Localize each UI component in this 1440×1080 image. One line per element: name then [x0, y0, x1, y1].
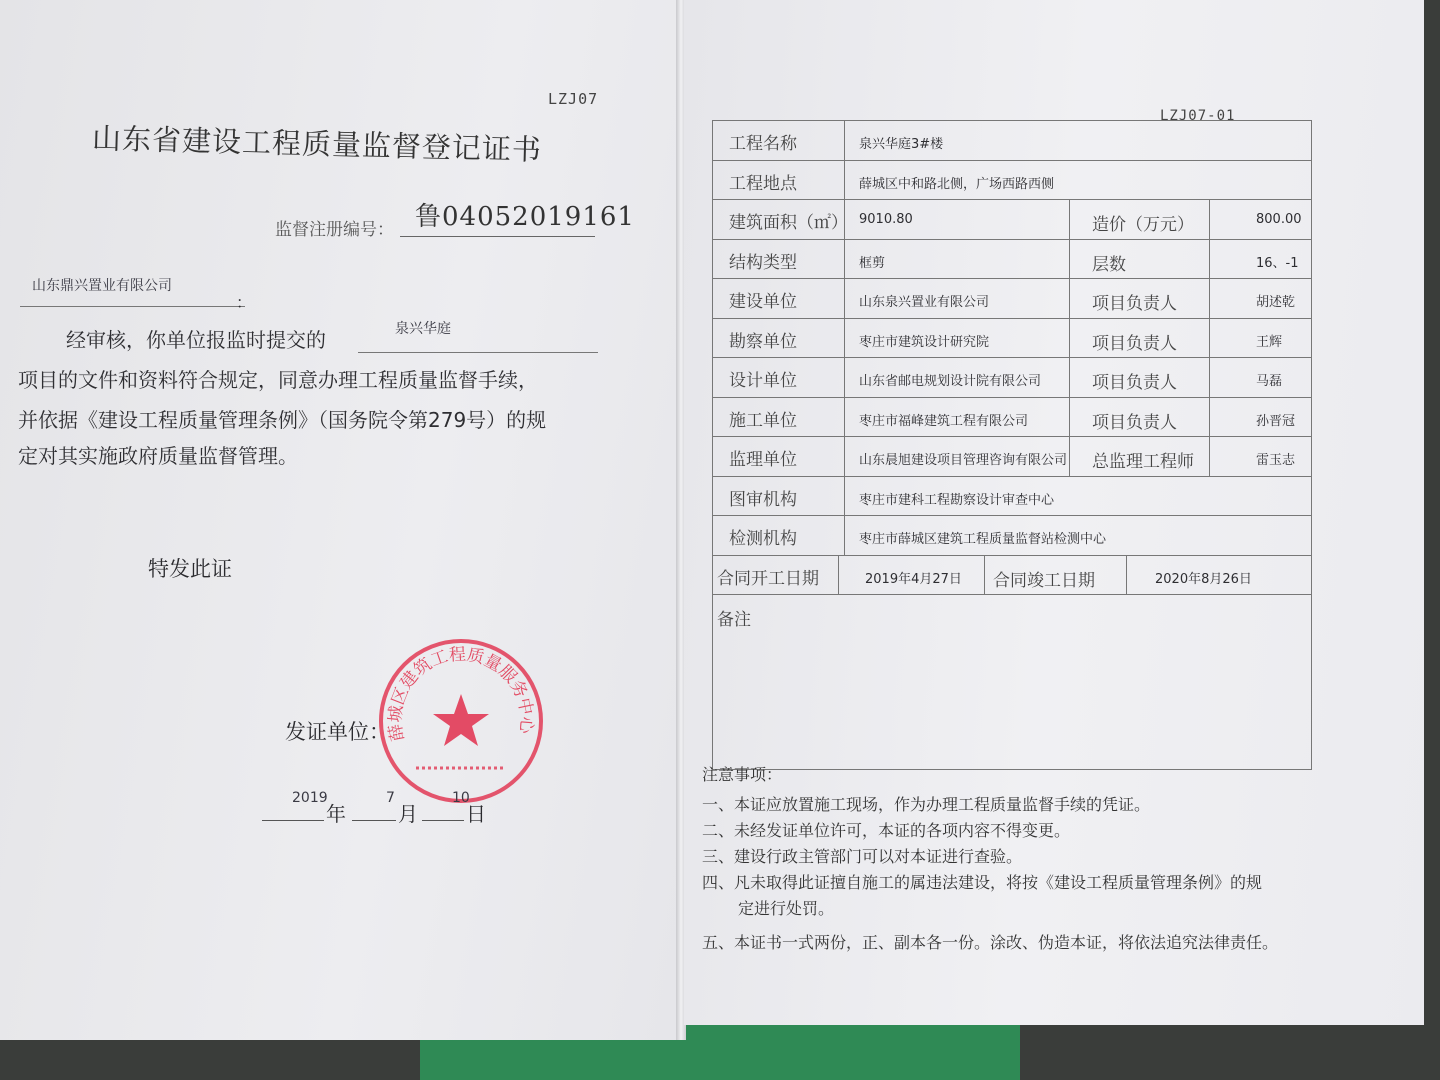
row-value-secondary: 16、-1	[1256, 255, 1299, 271]
row-label: 工程地点	[729, 173, 797, 194]
row-label-secondary: 项目负责人	[1092, 333, 1177, 354]
row-value-secondary: 雷玉志	[1256, 453, 1296, 468]
row-label-secondary: 总监理工程师	[1092, 452, 1194, 472]
table-row	[713, 200, 1311, 240]
form-code: LZJ07	[548, 90, 599, 108]
remarks-cell	[713, 595, 1311, 769]
project-info-table	[712, 120, 1312, 770]
year-unit: 年	[326, 802, 346, 826]
table-row	[713, 319, 1311, 359]
note-item: 三、建设行政主管部门可以对本证进行查验。	[702, 847, 1023, 866]
row-label: 设计单位	[729, 371, 797, 391]
certificate-title: 山东省建设工程质量监督登记证书	[91, 121, 543, 167]
row-value-secondary: 800.00	[1256, 212, 1302, 227]
row-label-secondary: 项目负责人	[1092, 412, 1177, 433]
table-row	[713, 161, 1311, 201]
issue-month: 7	[386, 790, 395, 806]
issuance-statement: 特发此证	[148, 557, 232, 581]
row-value-secondary: 2020年8月26日	[1155, 571, 1252, 587]
row-value-secondary: 马磊	[1256, 374, 1283, 389]
row-label: 建筑面积（㎡）	[729, 213, 848, 233]
registration-number: 鲁04052019161	[415, 202, 635, 232]
row-label: 勘察单位	[729, 331, 797, 352]
row-value: 9010.80	[859, 212, 913, 227]
table-row	[713, 398, 1311, 438]
note-item: 四、凡未取得此证擅自施工的属违法建设，将按《建设工程质量管理条例》的规	[702, 873, 1263, 892]
row-label: 图审机构	[729, 489, 797, 510]
row-label-secondary: 合同竣工日期	[993, 570, 1095, 591]
row-value: 山东泉兴置业有限公司	[859, 295, 990, 310]
registration-label: 监督注册编号：	[275, 220, 394, 240]
body-line-4: 定对其实施政府质量监督管理。	[18, 444, 298, 468]
row-label: 监理单位	[729, 450, 797, 470]
table-row	[713, 516, 1311, 556]
seal-text: 薛城区建筑工程质量服务中心	[385, 644, 537, 743]
row-value-secondary: 孙晋冠	[1256, 413, 1296, 429]
row-value-secondary: 胡述乾	[1256, 295, 1296, 310]
note-item: 五、本证书一式两份，正、副本各一份。涂改、伪造本证，将依法追究法律责任。	[702, 933, 1279, 952]
row-value: 枣庄市薛城区建筑工程质量监督站检测中心	[859, 532, 1107, 547]
row-label: 合同开工日期	[717, 568, 819, 589]
body-line-2: 项目的文件和资料符合规定，同意办理工程质量监督手续，	[18, 368, 538, 392]
table-row	[713, 121, 1311, 161]
note-item: 定进行处罚。	[738, 899, 835, 918]
row-value: 薛城区中和路北侧，广场西路西侧	[859, 176, 1055, 192]
table-row	[713, 437, 1311, 477]
recipient-company: 山东鼎兴置业有限公司	[32, 278, 172, 294]
row-label-secondary: 造价（万元）	[1092, 215, 1194, 235]
row-value: 枣庄市建科工程勘察设计审查中心	[859, 492, 1055, 508]
issue-year: 2019	[292, 790, 328, 806]
issuer-label: 发证单位：	[285, 720, 390, 744]
row-label: 工程名称	[729, 134, 797, 154]
row-label-secondary: 项目负责人	[1092, 294, 1177, 314]
row-value: 2019年4月27日	[865, 571, 962, 587]
table-row	[713, 358, 1311, 398]
project-name: 泉兴华庭	[395, 321, 451, 337]
row-value: 枣庄市建筑设计研究院	[859, 334, 990, 350]
note-item: 一、本证应放置施工现场，作为办理工程质量监督手续的凭证。	[702, 795, 1151, 814]
project-underline	[358, 352, 598, 353]
table-row	[713, 240, 1311, 280]
note-item: 二、未经发证单位许可，本证的各项内容不得变更。	[702, 821, 1071, 840]
issue-day: 10	[452, 790, 470, 806]
row-label: 建设单位	[729, 292, 797, 312]
certificate-left-page	[0, 0, 680, 1040]
row-label-secondary: 项目负责人	[1092, 373, 1177, 393]
remarks-label: 备注	[717, 610, 751, 630]
body-line-1: 经审核，你单位报监时提交的	[66, 328, 326, 352]
table-row	[713, 477, 1311, 517]
recipient-colon: ：	[236, 293, 253, 312]
recipient-underline	[20, 306, 245, 307]
notes-title: 注意事项：	[702, 765, 783, 784]
form-code-right: LZJ07-01	[1160, 108, 1236, 124]
issue-date	[262, 790, 522, 830]
row-value: 泉兴华庭3#楼	[859, 137, 944, 152]
row-label-secondary: 层数	[1092, 254, 1126, 275]
row-value: 山东省邮电规划设计院有限公司	[859, 374, 1042, 389]
row-value: 枣庄市福峰建筑工程有限公司	[859, 413, 1029, 429]
official-seal-stamp	[376, 636, 546, 806]
table-row	[713, 279, 1311, 319]
row-label: 检测机构	[729, 529, 797, 549]
registration-underline	[400, 236, 595, 237]
row-value: 山东晨旭建设项目管理咨询有限公司	[859, 453, 1068, 468]
row-label: 结构类型	[729, 252, 797, 273]
row-label: 施工单位	[729, 410, 797, 431]
table-row	[713, 556, 1311, 596]
row-value-secondary: 王辉	[1256, 334, 1283, 350]
body-line-3: 并依据《建设工程质量管理条例》（国务院令第279号）的规	[18, 408, 547, 432]
day-unit: 日	[466, 802, 486, 826]
month-unit: 月	[398, 802, 418, 826]
row-value: 框剪	[859, 255, 886, 271]
